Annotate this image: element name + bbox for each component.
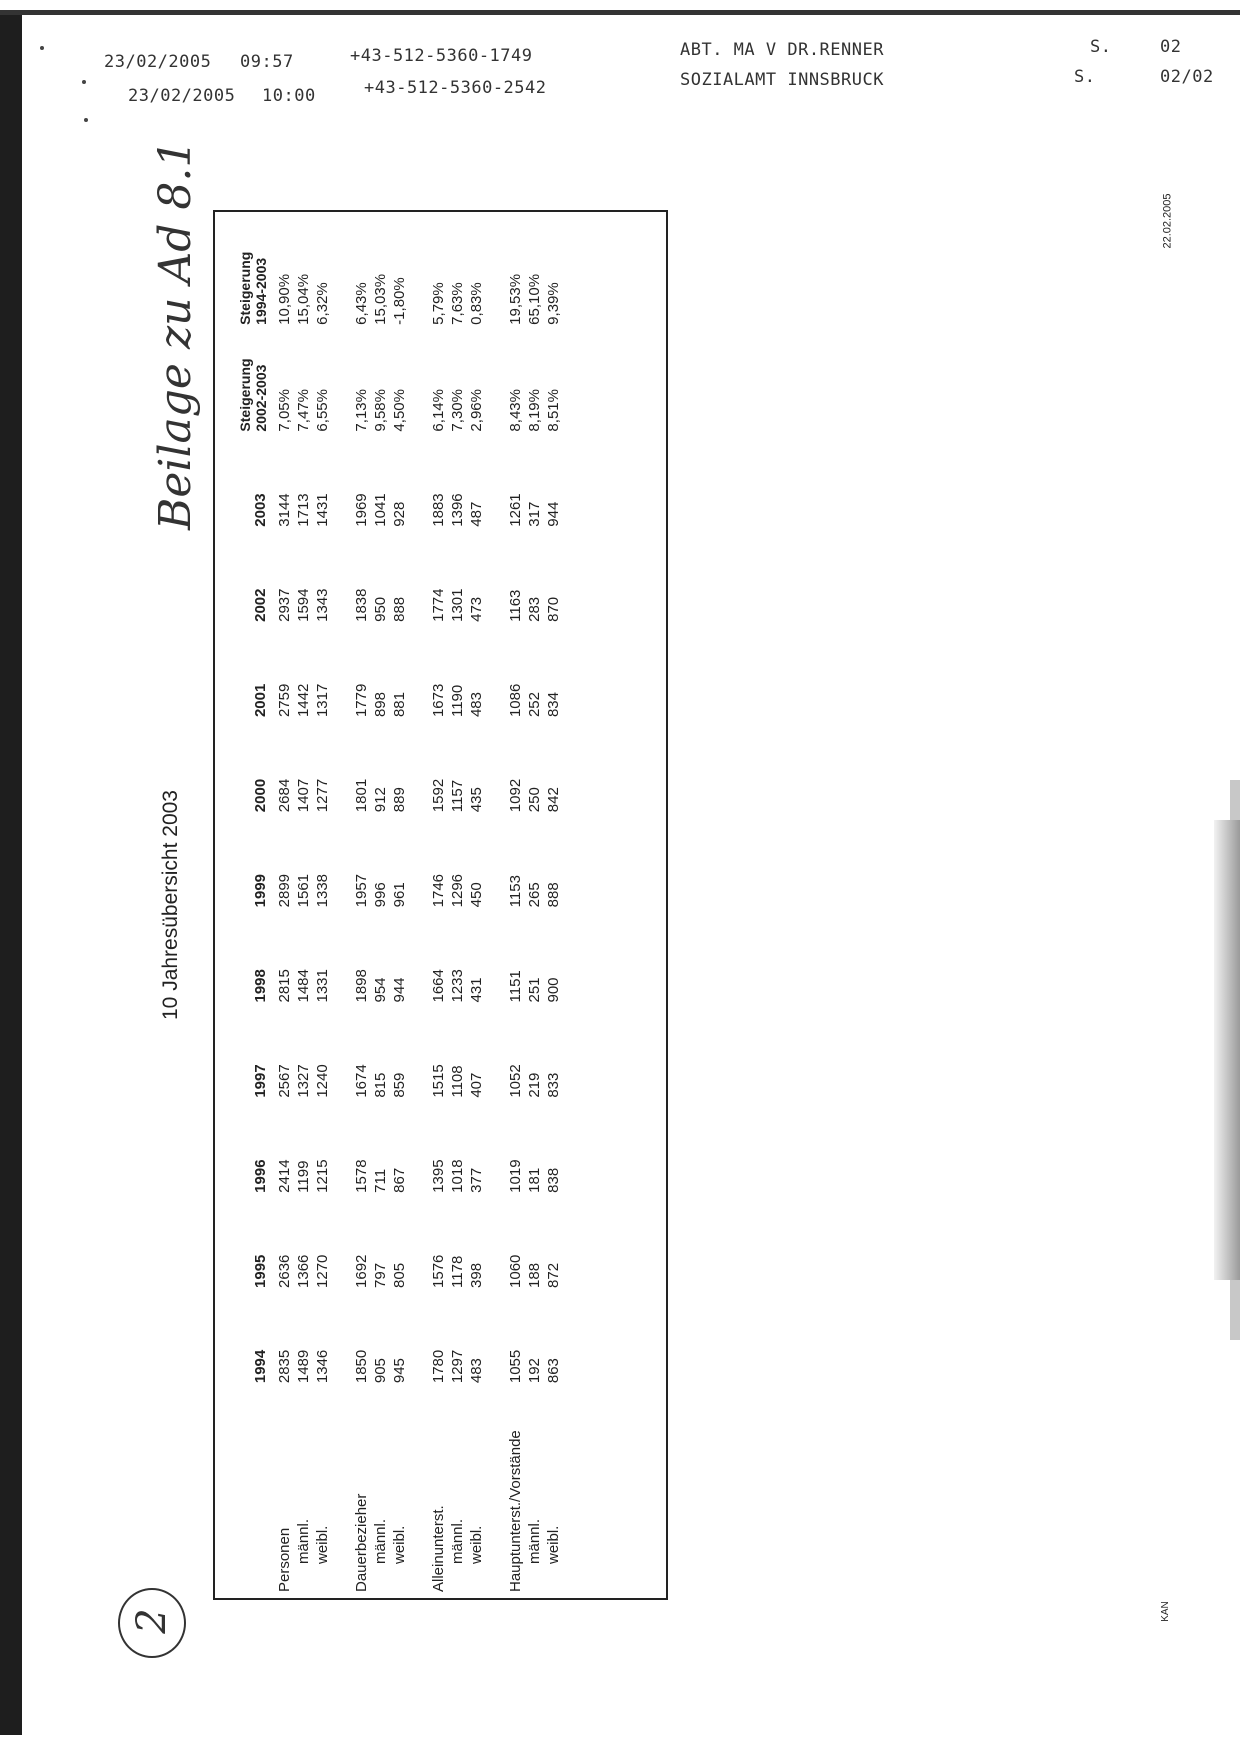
table-cell-percent: 8,43% (507, 389, 524, 432)
table-cell-count: 407 (468, 1072, 485, 1098)
scan-left-edge (0, 15, 22, 1735)
table-cell-count: 859 (391, 1072, 408, 1098)
footer-code: KAN (1159, 1601, 1171, 1622)
fax-header-phone-2: +43-512-5360-2542 (364, 78, 547, 98)
table-cell-percent: 6,55% (314, 389, 331, 432)
table-row (448, 218, 467, 1592)
table-row (525, 218, 544, 1592)
table-cell-count: 833 (545, 1072, 562, 1098)
table-cell-count: 1018 (449, 1159, 466, 1193)
table-cell-count: 2636 (276, 1254, 293, 1288)
table-cell-count: 1270 (314, 1254, 331, 1288)
table-cell-count: 1561 (295, 873, 312, 908)
table-header-row (225, 218, 275, 1592)
table-cell-percent: 7,47% (295, 389, 312, 432)
table-cell-percent: 6,43% (353, 282, 370, 325)
table-cell-count: 1331 (314, 969, 331, 1003)
table-cell-count: 1233 (449, 969, 466, 1003)
table-cell-count: 1060 (507, 1254, 524, 1288)
table-cell-count: 2759 (276, 683, 293, 718)
table-cell-count: 1713 (295, 493, 312, 527)
data-table-frame (213, 210, 668, 1600)
table-cell-percent: 0,83% (468, 282, 485, 325)
table-cell-count: 1108 (449, 1065, 466, 1098)
row-sub-label: weibl. (468, 1525, 485, 1564)
table-cell-count: 797 (372, 1262, 389, 1288)
table-cell-percent: 7,13% (353, 389, 370, 432)
table-cell-count: 863 (545, 1358, 562, 1384)
row-sub-label: weibl. (314, 1525, 331, 1564)
date-stamp: 22.02.2005 (1161, 193, 1174, 249)
spacer-cell (409, 218, 429, 1592)
table-cell-count: 1153 (507, 875, 524, 908)
table-row (313, 218, 332, 1592)
fax-header-page-label-1: S. (1090, 37, 1112, 57)
table-cell-count: 1296 (449, 873, 466, 908)
header-growth-2002-2003: Steigerung 2002-2003 (237, 358, 269, 432)
table-cell-count: 1190 (449, 684, 466, 718)
table-row (544, 218, 563, 1592)
table-cell-count: 250 (526, 787, 543, 813)
table-cell-count: 1674 (353, 1064, 370, 1098)
table-cell-count: 1780 (430, 1349, 447, 1384)
header-year: 1995 (252, 1254, 269, 1288)
table-cell-count: 1240 (314, 1064, 331, 1098)
table-cell-count: 1297 (449, 1349, 466, 1384)
table-cell-count: 1578 (353, 1159, 370, 1193)
document-title: 10 Jahresübersicht 2003 (159, 790, 182, 1020)
table-group-spacer (409, 218, 429, 1592)
table-cell-count: 483 (468, 692, 485, 718)
table-cell-count: 1395 (430, 1159, 447, 1193)
table-cell-count: 483 (468, 1358, 485, 1384)
table-cell-count: 431 (468, 977, 485, 1003)
scan-right-shadow-gradient (1214, 820, 1240, 1280)
row-group-label: Alleinunterst. (430, 1505, 447, 1592)
fax-header-page-1: 02 (1160, 37, 1182, 57)
header-year: 1999 (252, 873, 269, 908)
header-year: 2002 (252, 588, 269, 622)
table-cell-count: 711 (372, 1168, 389, 1193)
table-cell-percent: 2,96% (468, 389, 485, 432)
header-year: 1996 (252, 1159, 269, 1193)
row-sub-label: männl. (372, 1518, 389, 1564)
table-cell-count: 398 (468, 1262, 485, 1288)
header-year: 1997 (252, 1064, 269, 1098)
header-year: 1994 (252, 1349, 269, 1384)
table-cell-count: 1576 (430, 1254, 447, 1288)
row-sub-label: männl. (449, 1518, 466, 1564)
table-cell-count: 1692 (353, 1254, 370, 1288)
table-cell-count: 1774 (430, 588, 447, 622)
table-cell-count: 435 (468, 787, 485, 813)
table-cell-percent: 8,19% (526, 389, 543, 432)
table-cell-count: 1092 (507, 778, 524, 813)
data-table (225, 218, 563, 1592)
table-cell-count: 950 (372, 596, 389, 622)
table-cell-count: 1969 (353, 493, 370, 527)
table-cell-count: 996 (372, 882, 389, 908)
spacer-cell (486, 218, 506, 1592)
table-cell-percent: 7,30% (449, 389, 466, 432)
row-group-label: Hauptunterst./Vorstände (507, 1430, 524, 1592)
table-cell-count: 317 (526, 501, 543, 527)
table-cell-count: 1343 (314, 588, 331, 622)
table-cell-count: 2899 (276, 873, 293, 908)
table-cell-count: 928 (391, 501, 408, 527)
table-cell-count: 815 (372, 1072, 389, 1098)
table-cell-count: 1317 (314, 683, 331, 718)
table-cell-count: 1052 (507, 1064, 524, 1098)
table-cell-count: 188 (526, 1262, 543, 1288)
table-cell-count: 2684 (276, 778, 293, 813)
table-cell-count: 1442 (295, 683, 312, 718)
table-cell-count: 2937 (276, 588, 293, 622)
table-cell-count: 1883 (430, 493, 447, 527)
table-cell-count: 912 (372, 787, 389, 813)
table-cell-count: 1746 (430, 873, 447, 908)
table-cell-count: 1592 (430, 778, 447, 813)
table-cell-percent: 10,90% (276, 273, 293, 325)
scan-speck (40, 46, 44, 50)
table-cell-count: 1055 (507, 1349, 524, 1384)
table-cell-percent: 7,63% (449, 282, 466, 325)
table-cell-percent: 6,32% (314, 282, 331, 325)
scan-speck (84, 118, 88, 122)
table-cell-count: 1366 (295, 1254, 312, 1288)
table-cell-count: 961 (391, 882, 408, 908)
handwritten-note: Beilage zu Ad 8.1 (150, 139, 201, 530)
table-cell-count: 1673 (430, 683, 447, 718)
table-cell-count: 1838 (353, 588, 370, 622)
table-cell-count: 954 (372, 977, 389, 1003)
table-cell-percent: 9,39% (545, 282, 562, 325)
fax-header-page-2: 02/02 (1160, 67, 1214, 87)
table-cell-percent: 65,10% (526, 273, 543, 325)
table-row (371, 218, 390, 1592)
fax-header-time-1: 09:57 (240, 52, 294, 72)
table-cell-count: 473 (468, 596, 485, 622)
table-cell-count: 944 (545, 501, 562, 527)
spacer-cell (332, 218, 352, 1592)
table-cell-count: 2815 (276, 969, 293, 1003)
table-cell-count: 1664 (430, 969, 447, 1003)
table-cell-count: 1779 (353, 683, 370, 718)
fax-header-sender-2: SOZIALAMT INNSBRUCK (680, 70, 884, 90)
header-growth-1994-2003: Steigerung 1994-2003 (237, 251, 269, 325)
table-group-spacer (486, 218, 506, 1592)
circled-number-text: 2 (129, 1608, 175, 1634)
fax-header-time-2: 10:00 (262, 86, 316, 106)
table-cell-count: 487 (468, 501, 485, 527)
table-cell-count: 944 (391, 977, 408, 1003)
table-cell-count: 900 (545, 977, 562, 1003)
table-cell-percent: 8,51% (545, 389, 562, 432)
header-label (225, 1383, 275, 1592)
table-cell-count: 1041 (372, 493, 389, 527)
table-cell-percent: 9,58% (372, 389, 389, 432)
table-cell-count: 805 (391, 1262, 408, 1288)
table-cell-count: 1178 (449, 1255, 466, 1288)
table-cell-count: 1327 (295, 1064, 312, 1098)
table-cell-count: 1086 (507, 683, 524, 718)
table-cell-count: 945 (391, 1358, 408, 1384)
table-row (467, 218, 486, 1592)
row-sub-label: männl. (526, 1518, 543, 1564)
table-cell-count: 834 (545, 692, 562, 718)
fax-header-date-1: 23/02/2005 (104, 52, 212, 72)
table-cell-count: 1431 (314, 493, 331, 527)
table-cell-count: 2567 (276, 1064, 293, 1098)
table-cell-count: 1484 (295, 969, 312, 1003)
table-body (275, 218, 563, 1592)
table-cell-count: 872 (545, 1262, 562, 1288)
table-row (275, 218, 294, 1592)
table-cell-count: 265 (526, 882, 543, 908)
table-cell-count: 1261 (507, 493, 524, 527)
fax-header-sender-1: ABT. MA V DR.RENNER (680, 40, 884, 60)
table-cell-count: 1898 (353, 969, 370, 1003)
header-year: 2003 (252, 493, 269, 527)
table-cell-percent: 19,53% (507, 273, 524, 325)
table-cell-percent: 6,14% (430, 389, 447, 432)
table-row (390, 218, 409, 1592)
table-cell-count: 905 (372, 1358, 389, 1384)
table-cell-percent: 15,03% (372, 273, 389, 325)
table-row (294, 218, 313, 1592)
table-cell-count: 1407 (295, 778, 312, 813)
scan-top-edge (0, 10, 1240, 15)
table-cell-count: 842 (545, 787, 562, 813)
table-cell-count: 1489 (295, 1349, 312, 1384)
table-cell-count: 450 (468, 882, 485, 908)
table-cell-count: 889 (391, 787, 408, 813)
table-cell-count: 1957 (353, 873, 370, 908)
fax-header-phone-1: +43-512-5360-1749 (350, 46, 533, 66)
table-cell-count: 219 (526, 1072, 543, 1098)
scan-speck (82, 80, 86, 84)
table-cell-percent: 4,50% (391, 389, 408, 432)
row-sub-label: weibl. (545, 1525, 562, 1564)
header-year: 2001 (252, 683, 269, 718)
table-cell-count: 2414 (276, 1159, 293, 1193)
table-cell-count: 1338 (314, 873, 331, 908)
table-cell-count: 181 (526, 1167, 543, 1193)
table-cell-count: 867 (391, 1167, 408, 1193)
row-group-label: Dauerbezieher (353, 1493, 370, 1592)
table-row (429, 218, 448, 1592)
fax-header-page-label-2: S. (1074, 67, 1096, 87)
table-cell-count: 192 (526, 1358, 543, 1384)
fax-header-date-2: 23/02/2005 (128, 86, 236, 106)
table-row (506, 218, 525, 1592)
row-sub-label: männl. (295, 1518, 312, 1564)
table-row (352, 218, 371, 1592)
table-cell-count: 2835 (276, 1349, 293, 1384)
table-cell-count: 1346 (314, 1349, 331, 1384)
table-cell-percent: 7,05% (276, 389, 293, 432)
table-cell-count: 1515 (430, 1064, 447, 1098)
table-cell-count: 1396 (449, 493, 466, 527)
header-year: 1998 (252, 969, 269, 1003)
table-cell-count: 3144 (276, 493, 293, 527)
table-cell-count: 888 (545, 882, 562, 908)
row-group-label: Personen (276, 1527, 293, 1592)
table-cell-percent: 15,04% (295, 273, 312, 325)
table-cell-count: 1215 (314, 1159, 331, 1193)
table-cell-count: 1594 (295, 588, 312, 622)
table-cell-count: 1151 (507, 970, 524, 1003)
table-group-spacer (332, 218, 352, 1592)
table-cell-count: 1277 (314, 778, 331, 813)
row-sub-label: weibl. (391, 1525, 408, 1564)
table-cell-count: 1157 (449, 779, 466, 813)
table-cell-count: 881 (391, 692, 408, 718)
table-cell-count: 283 (526, 596, 543, 622)
table-cell-percent: 5,79% (430, 282, 447, 325)
table-cell-count: 1301 (449, 588, 466, 622)
table-cell-percent: -1,80% (391, 277, 408, 325)
table-cell-count: 888 (391, 596, 408, 622)
header-year: 2000 (252, 778, 269, 813)
table-cell-count: 1801 (353, 778, 370, 813)
table-cell-count: 1199 (295, 1160, 312, 1193)
table-cell-count: 252 (526, 692, 543, 718)
table-cell-count: 898 (372, 692, 389, 718)
table-cell-count: 251 (526, 977, 543, 1003)
table-cell-count: 838 (545, 1167, 562, 1193)
table-cell-count: 1850 (353, 1349, 370, 1384)
table-cell-count: 377 (468, 1167, 485, 1193)
table-cell-count: 870 (545, 596, 562, 622)
table-cell-count: 1019 (507, 1159, 524, 1193)
table-cell-count: 1163 (507, 589, 524, 622)
